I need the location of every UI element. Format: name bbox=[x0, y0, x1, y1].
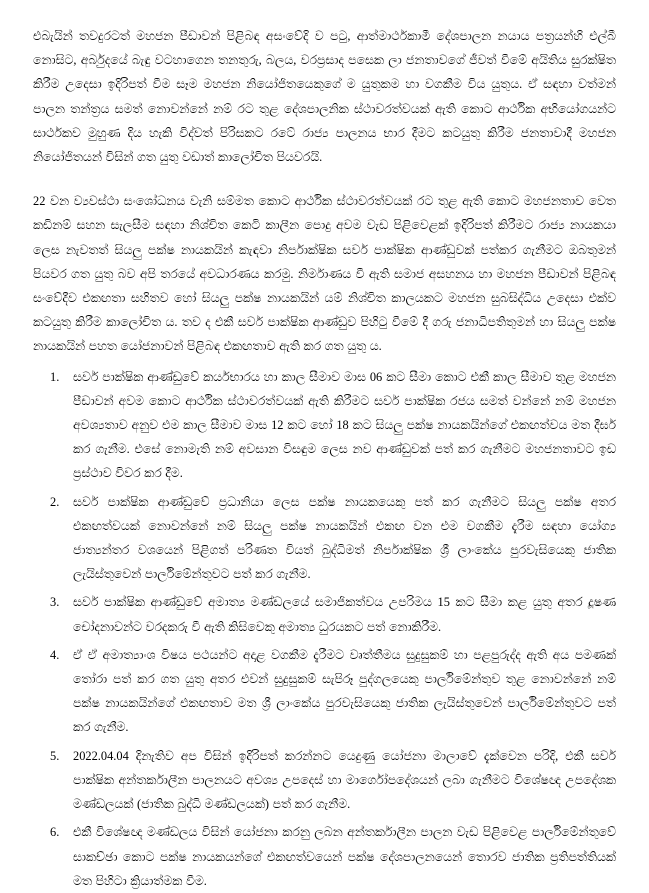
list-item bbox=[33, 590, 616, 638]
list-item bbox=[33, 820, 616, 893]
list-item-text: සර්ව පාක්ෂික ආණ්ඩුවේ ප්‍රධානියා ලෙස පක්ෂ නායකයෙකු පත් කර ගැනීමට සියලු පක්ෂ අතර එකඟත්වයක් නොවන්නේ නම් සියලු පක්ෂ නායකයින් එකඟ වන එම වගකීම දැරීම සඳහා යෝග්‍ය ජාත්‍යන්තර වශයෙන් පිළිගත් පරිණත වියත් බුද්ධිමත් නිර්පාක්ෂික ශ්‍රී ලාංකේය පුරවැසියෙකු ජාතික ලැයිස්තුවෙන් පාර්ලිමේන්තුවට පත් කර ගැනීම. bbox=[73, 494, 616, 582]
list-item-text: සර්ව පාක්ෂික ආණ්ඩුවේ අමාත්‍ය මණ්ඩලයේ සමාජිකත්වය උපරිමය 15 කට සීමා කළ යුතු අතර දූෂණ චෝදනාවන්ට වරදකරු වී ඇති කිසිවෙකු අමාත්‍ය ධුරයකට පත් නොකිරීම. bbox=[73, 595, 616, 634]
list-item-text: සර්ව පාක්ෂික ආණ්ඩුවේ කර්යභාරය හා කාල සීමාව මාස 06 කට සීමා කොට එකී කාල සීමාව තුළ මහජන පීඩාවන් අවම කොට ආර්ථික ස්ථාවරත්වයක් ඇති කිරීමට සර්ව පාක්ෂික රජය සමත් වන්නේ නම් මහජන අවශ්‍යතාව අනුව එම කාල සීමාව මාස 12 කට හෝ 18 කට සියලු පක්ෂ නායකයින්ගේ එකඟත්වය මත දීර්ඝ කර ගැනීම. එසේ නොමැති නම් අවසාන විසඳුම ලෙස නව ආණ්ඩුවක් පත් කර ගැනීමට මහජනතාවට ඉඩ ප්‍රස්ථාව විවර කර දීම. bbox=[73, 369, 616, 481]
body-paragraph-1: එබැයින් තවදුරටත් මහජන පීඩාවන් පිළිබඳ අසංවේදි ව පටු, ආත්මාර්ථකාමී දේශපාලන නයාය පත්‍රයන්හි එල්බී නොසිට, අර්බුදයේ බැඳු වටහාගෙන තනතුරු, බලය, වරප්‍රසාද පසෙක ලා ජනතාවගේ ජීවත් වීමේ අයිතිය සුරක්ෂිත කිරීම උදෙසා ඉදිරිපත් වීම සෑම මහජන නියෝජිතයෙකුගේ ම යුතුකම හා වගකීම විය යුතුය. ඒ සඳහා වත්මන් පාලන තන්ත්‍රය සමත් නොවන්නේ නම් රට තුළ දේශපාලනික ස්ථාවරත්වයක් ඇති කොට ආර්ථික අභියෝගයන්ට සාර්ථකව මුහුණ දිය හැකි විද්වත් පිරිසකට රටේ රාජ්‍ය පාලනය භාර දීමට කටයුතු කිරීම ජනතාවාදී මහජන නියෝජිතයන් විසින් ගත යුතු වඩාත් කාලෝචිත පියවරයි. bbox=[33, 29, 616, 165]
list-item-text: ඒ ඒ අමාත්‍යාංශ විෂය පථයන්ට අදාළ වගකීම දැරීමට වෘත්තීමය සුදුසුකම් හා පළපුරුද්ද ඇති අය පමණක් තෝරා පත් කර ගත යුතු අතර එවන් සුදුසුකම් සැපිරූ පුද්ගලයෙකු පාර්ලිමේන්තුව තුළ නොවන්නේ නම් පක්ෂ නායකයින්ගේ එකඟතාව මත ශ්‍රී ලාංකේය පුරවැසියෙකු ජාතික ලැයිස්තුවෙන් පාර්ලිමේන්තුවට පත් කර ගැනීම. bbox=[73, 647, 616, 735]
numbered-proposal-list bbox=[33, 365, 616, 893]
list-item-text: 2022.04.04 දිනැතිව අප විසින් ඉදිරිපත් කරන්නට යෙදුණු යෝජනා මාලාවේ දැක්වෙන පරිදි, එකී සර්ව පාක්ෂික අන්තර්කාලීන පාලනයට අවශ්‍ය උපදෙස් හා මාර්ගෝපදේශයන් ලබා ගැනීමට විශේෂඥ උපදේශක මණ්ඩලයක් (ජාතික බුද්ධි මණ්ඩලයක්) පත් කර ගැනීම. bbox=[73, 748, 616, 812]
list-item bbox=[33, 744, 616, 817]
list-item bbox=[33, 643, 616, 740]
list-item bbox=[33, 365, 616, 486]
list-item bbox=[33, 490, 616, 587]
list-item-text: එකී විශේෂඥ මණ්ඩලය විසින් යෝජනා කරනු ලබන අන්තර්කාලීන පාලන වැඩ පිළිවෙළ පාර්ලිමේන්තුවේ සාකච්ඡා කොට පක්ෂ නායකයන්ගේ එකඟත්වයෙන් පක්ෂ දේශපාලනයෙන් තොරව ජාතික ප්‍රතිපත්තියක් මත පිහිටා ක්‍රියාත්මක වීම. bbox=[73, 825, 616, 888]
body-paragraph-2: 22 වන ව්‍යවස්ථා සංශෝධනය වැනි සම්මත කොට ආර්ථික ස්ථාවරත්වයක් රට තුළ ඇති කොට මහජනතාව වෙත කඩිනම් සහන සැලසීම සඳහා නිශ්චිත කෙටි කාලීන පොදු අවම වැඩ පිළිවෙළක් ඉදිරිපත් කිරීමට රාජ්‍ය නායකයා ලෙස නැවතත් සියලු පක්ෂ නායකයින් කැඳවා නිර්පාක්ෂික සර්ව පාක්ෂික ආණ්ඩුවක් පත්කර ගැනීමට ඔබතුමන් පියවර ගත යුතු බව අපි තරයේ අවධාරණය කරමු. නිර්මාණය වී ඇති සමාජ අසහනය හා මහජන පීඩාවන් පිළිබඳ සංවේදීව එකඟතා සහිතව හෝ සියලු පක්ෂ නායකයින් යම් නිශ්චිත කාලයකට මහජන සුබසිද්ධිය උදෙසා එක්ව කටයුතු කිරීම කාලෝචිත ය. තව ද එකී සර්ව පාක්ෂික ආණ්ඩුව පිහිටු වීමේ දී ගරු ජනාධිපතිතුමන් හා සියලු පක්ෂ නායකයින් පහත යෝජනාවන් පිළිබඳ එකඟතාව ඇති කර ගත යුතු ය. bbox=[33, 194, 616, 354]
